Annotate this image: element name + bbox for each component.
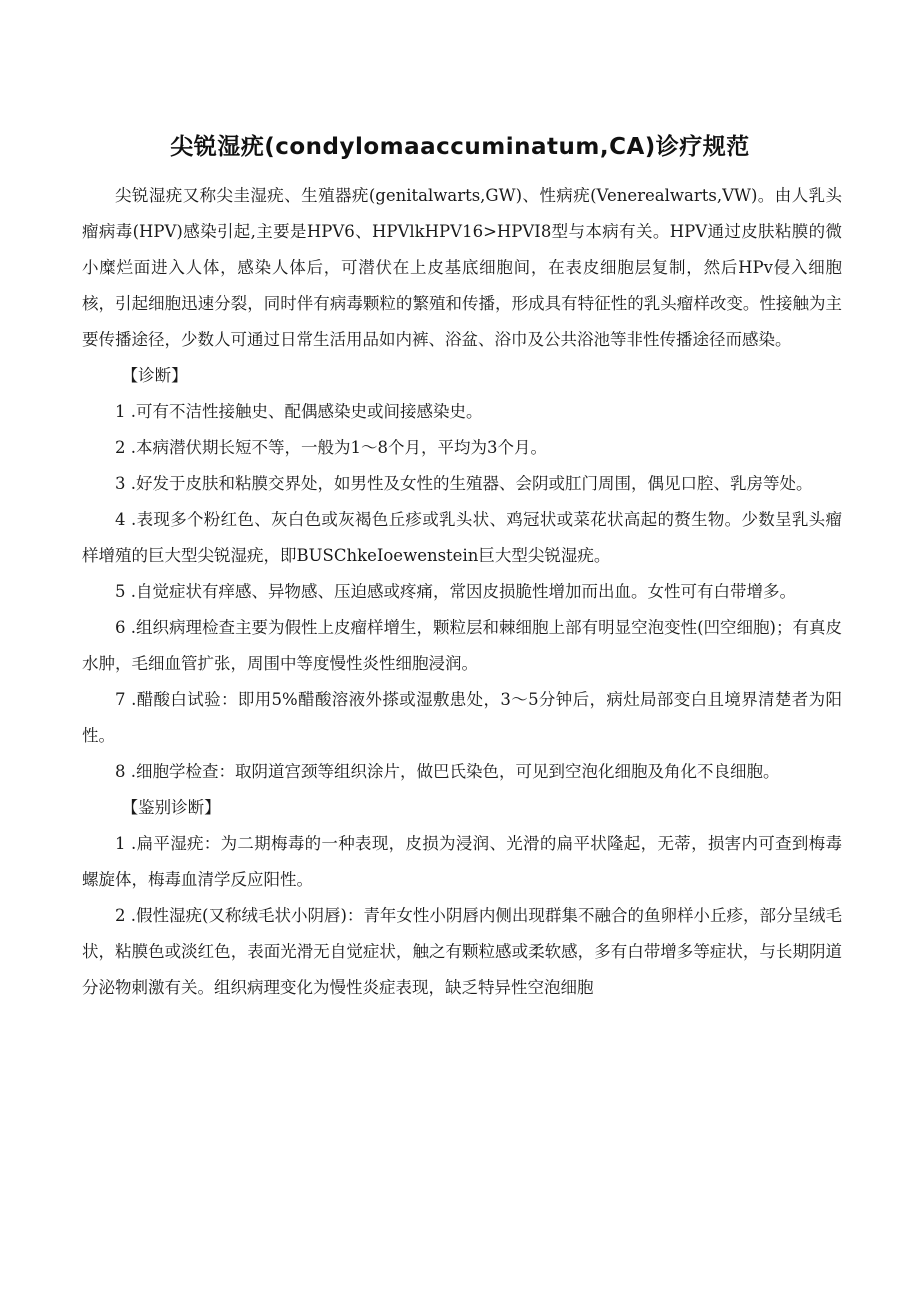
diagnosis-item: 4 .表现多个粉红色、灰白色或灰褐色丘疹或乳头状、鸡冠状或菜花状高起的赘生物。少数呈乳头瘤样增殖的巨大型尖锐湿疣，即BUSChkeIoewenstein巨大型尖锐湿疣。 — [82, 510, 842, 565]
differential-item: 2 .假性湿疣(又称绒毛状小阴唇)：青年女性小阴唇内侧出现群集不融合的鱼卵样小丘疹，部分呈绒毛状，粘膜色或淡红色，表面光滑无自觉症状，触之有颗粒感或柔软感，多有白带增多等症状，与长期阴道分泌物刺激有关。组织病理变化为慢性炎症表现，缺乏特异性空泡细胞 — [82, 906, 842, 997]
diagnosis-item: 1 .可有不洁性接触史、配偶感染史或间接感染史。 — [115, 402, 483, 421]
diagnosis-item: 6 .组织病理检查主要为假性上皮瘤样增生，颗粒层和棘细胞上部有明显空泡变性(凹空细胞)；有真皮水肿，毛细血管扩张，周围中等度慢性炎性细胞浸润。 — [82, 618, 842, 673]
diagnosis-item: 8 .细胞学检查：取阴道宫颈等组织涂片，做巴氏染色，可见到空泡化细胞及角化不良细胞。 — [115, 762, 780, 781]
diagnosis-heading: 【诊断】 — [121, 366, 188, 385]
differential-heading: 【鉴别诊断】 — [121, 798, 221, 817]
differential-item: 1 .扁平湿疣：为二期梅毒的一种表现，皮损为浸润、光滑的扁平状隆起，无蒂，损害内可查到梅毒螺旋体，梅毒血清学反应阳性。 — [82, 834, 842, 889]
document-body — [82, 178, 842, 1006]
document-title: 尖锐湿疣(condylomaaccuminatum,CA)诊疗规范 — [170, 134, 750, 160]
diagnosis-item: 2 .本病潜伏期长短不等，一般为1～8个月，平均为3个月。 — [115, 438, 547, 457]
diagnosis-item: 5 .自觉症状有痒感、异物感、压迫感或疼痛，常因皮损脆性增加而出血。女性可有白带增多。 — [115, 582, 796, 601]
diagnosis-item: 7 .醋酸白试验：即用5%醋酸溶液外搽或湿敷患处，3～5分钟后，病灶局部变白且境界清楚者为阳性。 — [82, 690, 842, 745]
diagnosis-item: 3 .好发于皮肤和粘膜交界处，如男性及女性的生殖器、会阴或肛门周围，偶见口腔、乳房等处。 — [115, 474, 813, 493]
intro-paragraph: 尖锐湿疣又称尖圭湿疣、生殖器疣(genitalwarts,GW)、性病疣(Venerealwarts,VW)。由人乳头瘤病毒(HPV)感染引起,主要是HPV6、HPVlkHPV16>HPVI8型与本病有关。HPV通过皮肤粘膜的微小糜烂面进入人体，感染人体后，可潜伏在上皮基底细胞间，在表皮细胞层复制，然后HPv侵入细胞核，引起细胞迅速分裂，同时伴有病毒颗粒的繁殖和传播，形成具有特征性的乳头瘤样改变。性接触为主要传播途径，少数人可通过日常生活用品如内裤、浴盆、浴巾及公共浴池等非性传播途径而感染。 — [82, 186, 842, 349]
